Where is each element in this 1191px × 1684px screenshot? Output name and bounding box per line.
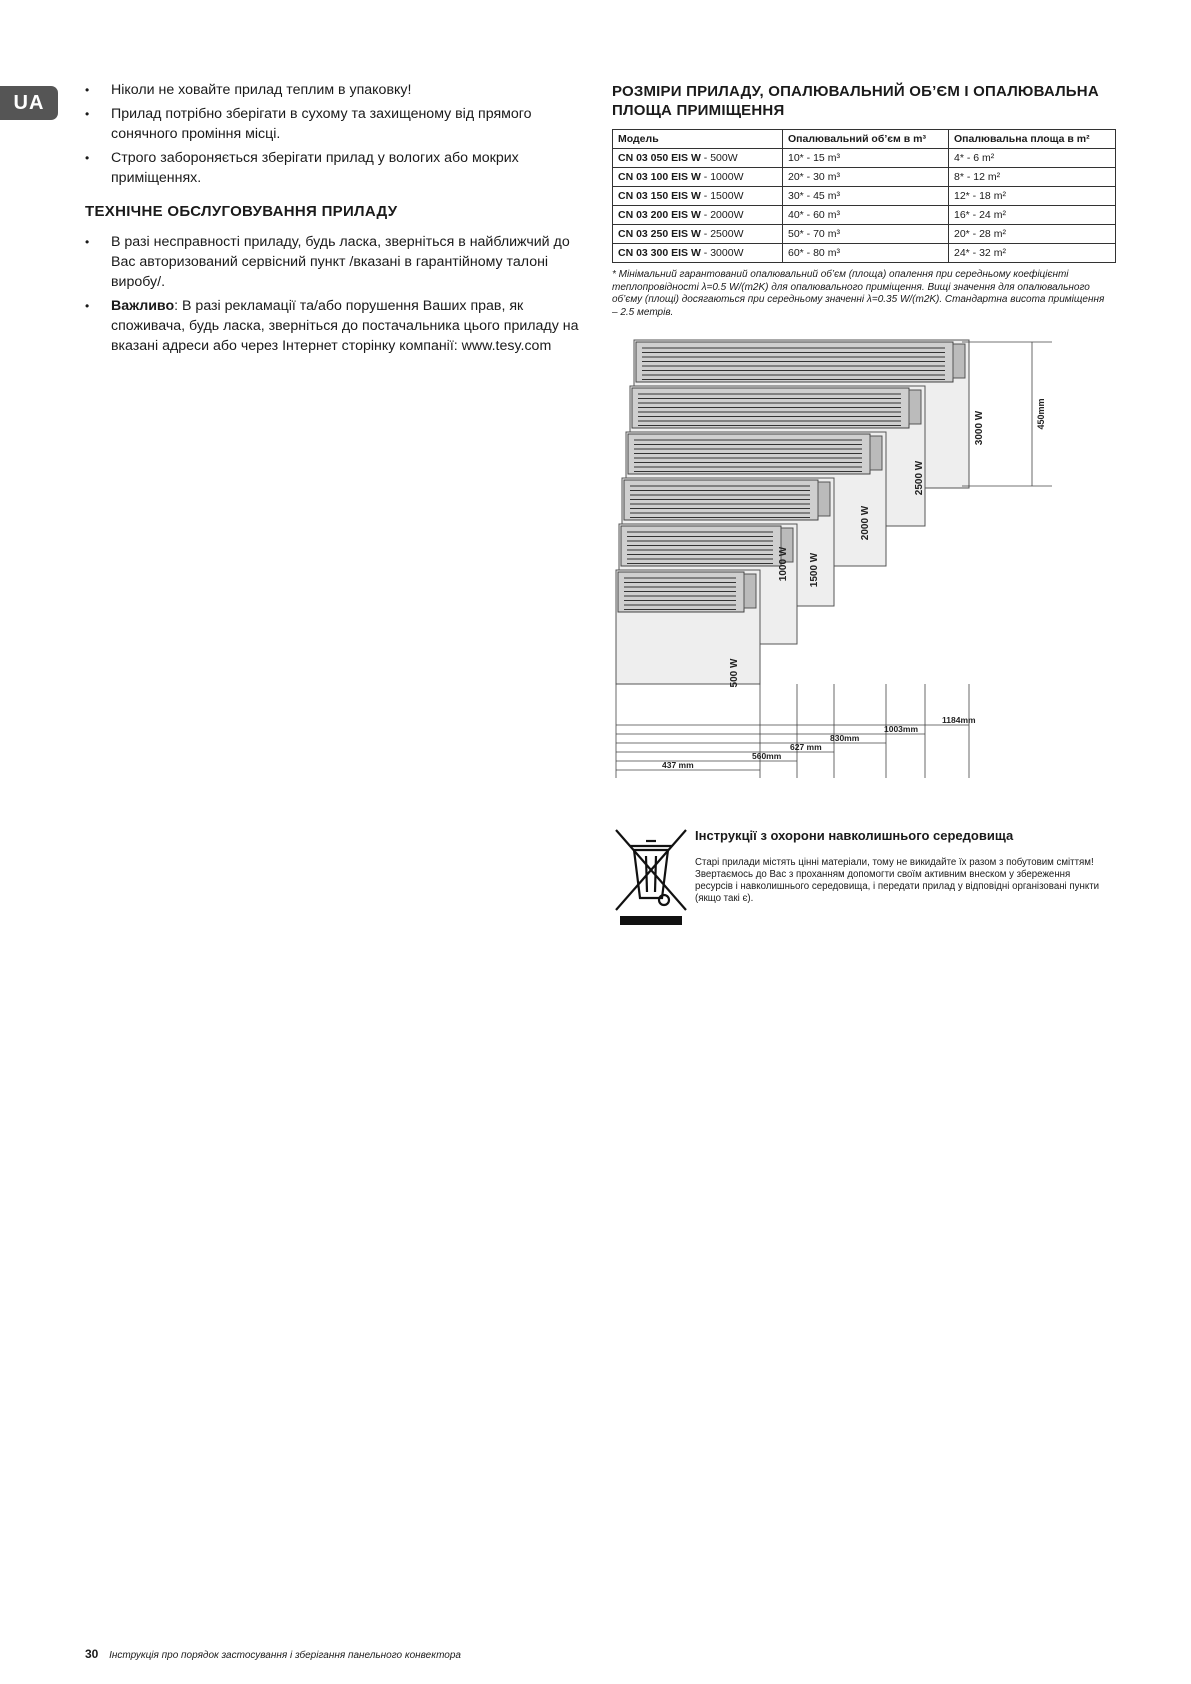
area-cell: 16* - 24 m² (949, 206, 1116, 225)
model-cell (613, 168, 783, 187)
heater-power-label: 2500 W (914, 460, 925, 496)
model-code: CN 03 150 EIS W (618, 190, 701, 202)
model-code: CN 03 300 EIS W (618, 247, 701, 259)
list-item: • Прилад потрібно зберігати в сухому та захищеному від прямого сонячного проміння місці. (85, 104, 593, 144)
language-tab: UA (0, 86, 58, 120)
width-label: 1184mm (942, 715, 976, 725)
heater-power-label: 3000 W (974, 410, 985, 446)
important-text: : В разі рекламації та/або порушення Ваших прав, як споживача, будь ласка, зверніться до постачальника цього приладу на вказані адреси або через Інтернет сторінку компанії: www.tesy.com (111, 298, 579, 354)
heading-line-2: ПЛОЩА ПРИМІЩЕННЯ (612, 102, 785, 119)
table-row (613, 244, 1116, 263)
heater-end-cap (953, 344, 965, 378)
maintenance-heading: ТЕХНІЧНЕ ОБСЛУГОВУВАННЯ ПРИЛАДУ (85, 203, 398, 220)
model-power: - 2000W (700, 209, 744, 221)
model-code: CN 03 050 EIS W (618, 152, 701, 164)
environment-section (612, 826, 1112, 926)
list-item: • Строго забороняється зберігати прилад у вологих або мокрих приміщеннях. (85, 148, 593, 188)
column-header-volume: Опалювальний об’єм в m³ (783, 130, 949, 149)
volume-cell: 50* - 70 m³ (783, 225, 949, 244)
model-power: - 500W (700, 152, 738, 164)
heater-power-label: 500 W (729, 658, 740, 688)
column-header-area: Опалювальна площа в m² (949, 130, 1116, 149)
model-code: CN 03 250 EIS W (618, 228, 701, 240)
list-item: • В разі несправності приладу, будь ласка, зверніться в найближчий до Вас авторизований сервісний пункт /вказані в гарантійному талоні виробу/. (85, 232, 593, 292)
model-cell (613, 206, 783, 225)
list-item (85, 296, 593, 356)
heater-power-label: 1000 W (778, 546, 789, 582)
model-power: - 1000W (700, 171, 744, 183)
volume-cell: 20* - 30 m³ (783, 168, 949, 187)
left-column (85, 80, 593, 360)
model-power: - 3000W (700, 247, 744, 259)
list-item: • Ніколи не ховайте прилад теплим в упаковку! (85, 80, 593, 100)
model-cell (613, 244, 783, 263)
table-header-row (613, 130, 1116, 149)
storage-bullets (85, 80, 593, 188)
heater-end-cap (818, 482, 830, 516)
width-label: 627 mm (790, 742, 822, 752)
dimensions-heading (612, 82, 1122, 120)
environment-title: Інструкції з охорони навколишнього середовища (695, 828, 1014, 843)
height-label: 450mm (1036, 398, 1046, 430)
model-code: CN 03 100 EIS W (618, 171, 701, 183)
area-cell: 24* - 32 m² (949, 244, 1116, 263)
footnote: * Мінімальний гарантований опалювальний об’єм (площа) опалення при середньому коефіцієнті теплопровідності λ=0.5 W/(m2K) для опалювального приміщення. Вищі значення для опалювального об’єму (площі) досягаються при середньому значенні λ=0.35 W/(m2K). Стандартна висота приміщення – 2.5 метрів. (612, 269, 1105, 318)
page-number: 30 (85, 1647, 99, 1661)
heater-power-label: 2000 W (860, 505, 871, 541)
spec-table (612, 129, 1116, 263)
maintenance-bullets (85, 232, 593, 356)
model-cell (613, 187, 783, 206)
heater-end-cap (909, 390, 921, 424)
width-label: 560mm (752, 751, 782, 761)
model-cell (613, 225, 783, 244)
table-row (613, 187, 1116, 206)
heater-power-label: 1500 W (809, 552, 820, 588)
column-header-model: Модель (613, 130, 783, 149)
table-row (613, 149, 1116, 168)
right-column (612, 82, 1122, 319)
width-label: 830mm (830, 733, 860, 743)
model-power: - 2500W (700, 228, 744, 240)
table-row (613, 168, 1116, 187)
important-label: Важливо (111, 298, 175, 314)
heater-end-cap (744, 574, 756, 608)
area-cell: 12* - 18 m² (949, 187, 1116, 206)
volume-cell: 40* - 60 m³ (783, 206, 949, 225)
crossed-bin-icon (612, 826, 688, 926)
heater-end-cap (870, 436, 882, 470)
model-power: - 1500W (700, 190, 744, 202)
table-row (613, 206, 1116, 225)
heading-line-1: РОЗМІРИ ПРИЛАДУ, ОПАЛЮВАЛЬНИЙ ОБ’ЄМ І ОПАЛЮВАЛЬНА (612, 83, 1099, 100)
model-cell (613, 149, 783, 168)
heater-dimensions-diagram (612, 338, 1092, 778)
width-label: 1003mm (884, 724, 919, 734)
table-row (613, 225, 1116, 244)
page-footer (85, 1647, 461, 1661)
volume-cell: 30* - 45 m³ (783, 187, 949, 206)
area-cell: 8* - 12 m² (949, 168, 1116, 187)
volume-cell: 10* - 15 m³ (783, 149, 949, 168)
environment-text: Старі прилади містять цінні матеріали, тому не викидайте їх разом з побутовим сміттям! Звертаємось до Вас з проханням допомогти своїм активним внеском у збереження ресурсів і навколишнього середовища, і передати прилад у відповідні організовані пункти (якщо такі є). (695, 857, 1100, 904)
area-cell: 4* - 6 m² (949, 149, 1116, 168)
width-label: 437 mm (662, 760, 694, 770)
volume-cell: 60* - 80 m³ (783, 244, 949, 263)
footer-text: Інструкція про порядок застосування і зберігання панельного конвектора (109, 1650, 461, 1661)
model-code: CN 03 200 EIS W (618, 209, 701, 221)
area-cell: 20* - 28 m² (949, 225, 1116, 244)
